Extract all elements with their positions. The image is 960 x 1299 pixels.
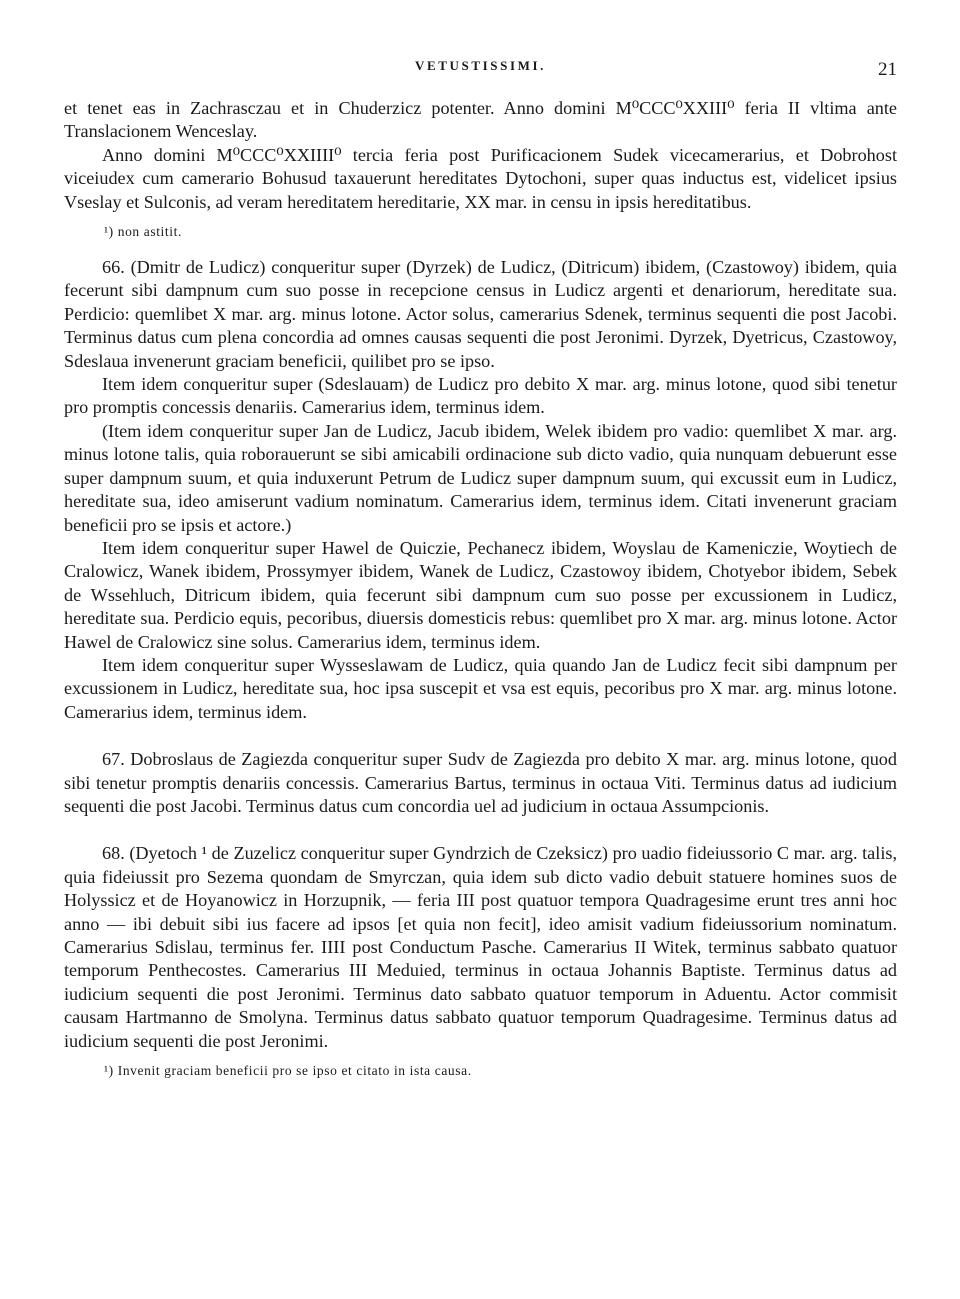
paragraph-anno-1424: Anno domini M⁰CCC⁰XXIIII⁰ tercia feria post Purificacionem Sudek vicecamerarius, et Dobrohost viceiudex cum camerario Bohusud taxauerunt hereditates Dytochoni, super quas inductus est, videlicet ipsius Vseslay et Sulconis, ad veram hereditatem hereditarie, XX mar. in censu in ipsis hereditatibus. (64, 144, 897, 212)
page-body (64, 97, 897, 1081)
running-head: VETUSTISSIMI. (415, 58, 546, 73)
page-header (64, 50, 897, 84)
footnote-2 (104, 1061, 897, 1081)
entry-68: 68. (Dyetoch ¹ de Zuzelicz conqueritur super Gyndrzich de Czeksicz) pro uadio fideiussorio C mar. arg. talis, quia fideiussit pro Sezema quondam de Smyrczan, quia idem sub dicto vadio debuit statuere homines suos de Holyssicz et de Hoyanowicz in Horzupnik, — feria III post quatuor tempora Quadragesime erunt tres anni hoc anno — ibi debuit sibi ius facere ad ipsos [et quia non fecit], ideo amisit vadium fideiussorium nominatum. Camerarius Sdislau, terminus fer. IIII post Conductum Pasche. Camerarius II Witek, terminus sabbato quatuor temporum Penthecostes. Camerarius III Meduied, terminus in octaua Johannis Baptiste. Terminus datus ad iudicium sequenti die post Jeronimi. Terminus dato sabbato quatuor temporum in Aduentu. Actor commisit causam Hartmanno de Smolyna. Terminus datus sabbato quatuor temporum Quadragesime. Terminus datus ad iudicium sequenti die post Jeronimi. (64, 843, 897, 1051)
entry-66: 66. (Dmitr de Ludicz) conqueritur super (Dyrzek) de Ludicz, (Ditricum) ibidem, (Czastowoy) ibidem, quia fecerunt sibi dampnum cum suo posse in recepcione census in Ludicz argenti et denariorum, hereditate sua. Perdicio: quemlibet X mar. arg. minus lotone. Actor solus, camerarius Sdenek, terminus sequenti die post Jacobi. Terminus datus cum plena concordia ad omnes causas sequenti die post Jeronimi. Dyrzek, Dyetricus, Czastowoy, Sdeslaua invenerunt graciam beneficii, quilibet pro se ipso. (64, 257, 897, 371)
footnote-1-text: non astitit. (117, 224, 182, 240)
entry-66-item-wysseslawam: Item idem conqueritur super Wysseslawam de Ludicz, quia quando Jan de Ludicz fecit sibi dampnum per excussionem in Ludicz, hereditate sua, hoc ipsa suscepit et vsa est equis, pecoribus pro X mar. arg. minus lotone. Camerarius idem, terminus idem. (64, 654, 897, 722)
footnote-1 (104, 222, 897, 242)
entry-66-item-sdeslauam: Item idem conqueritur super (Sdeslauam) de Ludicz pro debito X mar. arg. minus lotone, quod sibi tenetur pro promptis concessis denariis. Camerarius idem, terminus idem. (64, 374, 897, 418)
entry-67: 67. Dobroslaus de Zagiezda conqueritur super Sudv de Zagiezda pro debito X mar. arg. minus lotone, quod sibi tenetur promptis denariis concessis. Camerarius Bartus, terminus in octaua Viti. Terminus datus ad iudicium sequenti die post Jacobi. Terminus datus cum concordia uel ad judicium in octaua Assumpcionis. (64, 749, 897, 816)
footnote-1-mark: ¹) (104, 224, 114, 240)
footnote-2-mark: ¹) (104, 1063, 114, 1079)
entry-66-item-hawel: Item idem conqueritur super Hawel de Quiczie, Pechanecz ibidem, Woyslau de Kameniczie, Woytiech de Cralowicz, Wanek ibidem, Prossymyer ibidem, Wanek de Ludicz, Czastowoy ibidem, Chotyebor ibidem, Sebek de Wssehluch, Ditricum ibidem, quia fecerunt sibi dampnum cum suo posse per excussionem in Ludicz, hereditate sua. Perdicio equis, pecoribus, diuersis domesticis rebus: quemlibet pro X mar. arg. minus lotone. Actor Hawel de Cralowicz sine solus. Camerarius idem, terminus idem. (64, 537, 897, 652)
footnote-2-text: Invenit graciam beneficii pro se ipso et citato in ista causa. (117, 1063, 472, 1079)
paragraph-continuation: et tenet eas in Zachrasczau et in Chuderzicz potenter. Anno domini M⁰CCC⁰XXIII⁰ feria II vltima ante Translacionem Wenceslay. (64, 98, 897, 142)
entry-66-item-jan: (Item idem conqueritur super Jan de Ludicz, Jacub ibidem, Welek ibidem pro vadio: quemlibet X mar. arg. minus lotone talis, quia roborauerunt se sibi amicabili ordinacione sub dicto vadio, quia nunquam debuerunt esse super dampnum suum, et quia induxerunt Petrum de Ludicz super dampnum suum, qui excussit eum in Ludicz, hereditate sua, ideo amiserunt vadium nominatum. Camerarius idem, terminus idem. Citati invenerunt graciam beneficii pro se ipsis et actore.) (64, 420, 897, 535)
page-number: 21 (878, 59, 897, 80)
